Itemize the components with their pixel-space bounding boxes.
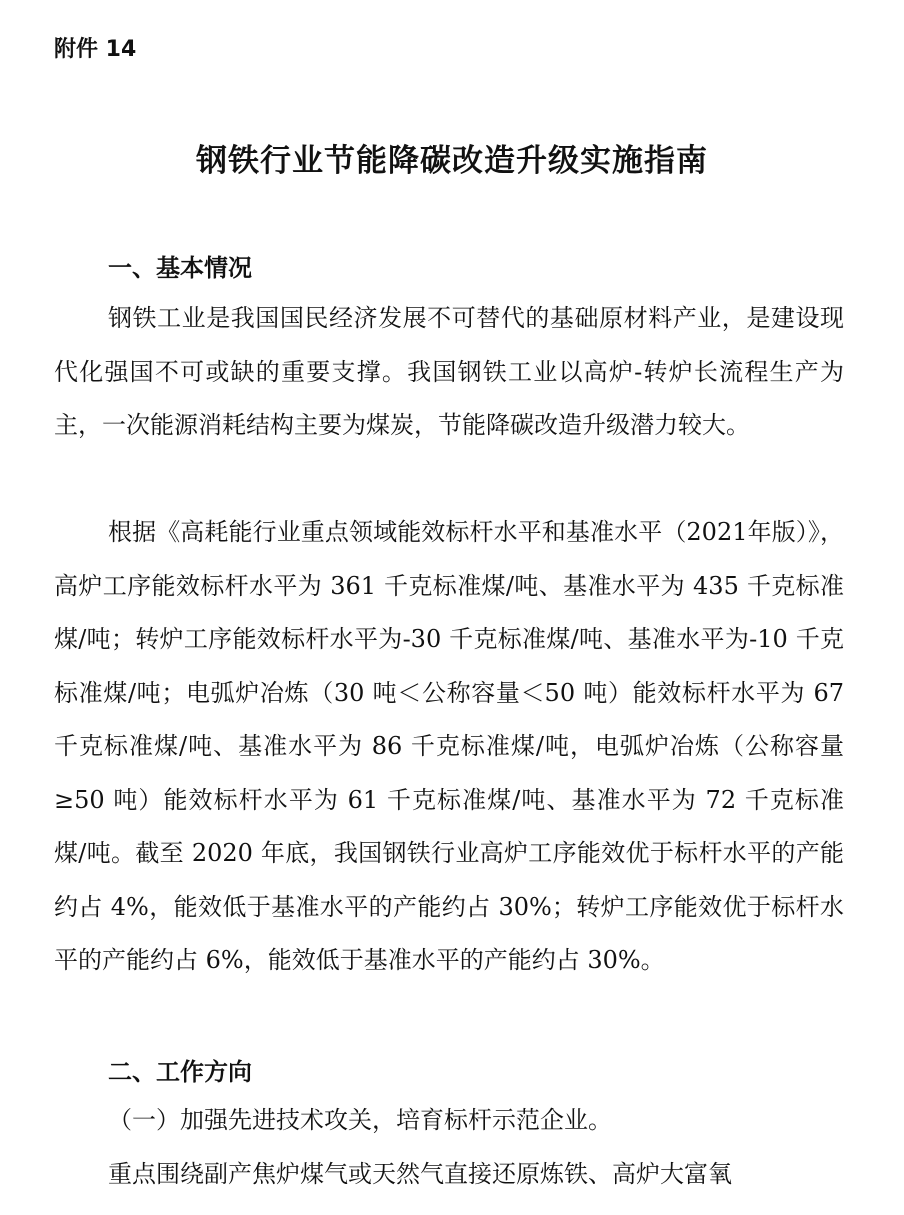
section-heading-basic-situation: 一、基本情况	[108, 254, 252, 282]
paragraph-efficiency-benchmarks: 根据《高耗能行业重点领域能效标杆水平和基准水平（2021年版）》，高炉工序能效标杆水平为 361 千克标准煤/吨、基准水平为 435 千克标准煤/吨；转炉工序能效标杆水平为-30 千克标准煤/吨、基准水平为-10 千克标准煤/吨；电弧炉冶炼（30 吨＜公称容量＜50 吨）能效标杆水平为 67 千克标准煤/吨、基准水平为 86 千克标准煤/吨，电弧炉冶炼（公称容量≥50 吨）能效标杆水平为 61 千克标准煤/吨、基准水平为 72 千克标准煤/吨。截至 2020 年底，我国钢铁行业高炉工序能效优于标杆水平的产能约占 4%，能效低于基准水平的产能约占 30%；转炉工序能效优于标杆水平的产能约占 6%，能效低于基准水平的产能约占 30%。	[54, 518, 844, 974]
attachment-label: 附件 14	[54, 37, 137, 62]
subsection-heading-technology: （一）加强先进技术攻关，培育标杆示范企业。	[108, 1106, 612, 1134]
section-heading-work-direction: 二、工作方向	[108, 1058, 252, 1086]
paragraph-industry-overview: 钢铁工业是我国国民经济发展不可替代的基础原材料产业，是建设现代化强国不可或缺的重要支撑。我国钢铁工业以高炉-转炉长流程生产为主，一次能源消耗结构主要为煤炭，节能降碳改造升级潜力较大。	[54, 304, 844, 439]
paragraph-key-technologies: 重点围绕副产焦炉煤气或天然气直接还原炼铁、高炉大富氧	[108, 1160, 732, 1188]
document-title: 钢铁行业节能降碳改造升级实施指南	[196, 143, 708, 179]
